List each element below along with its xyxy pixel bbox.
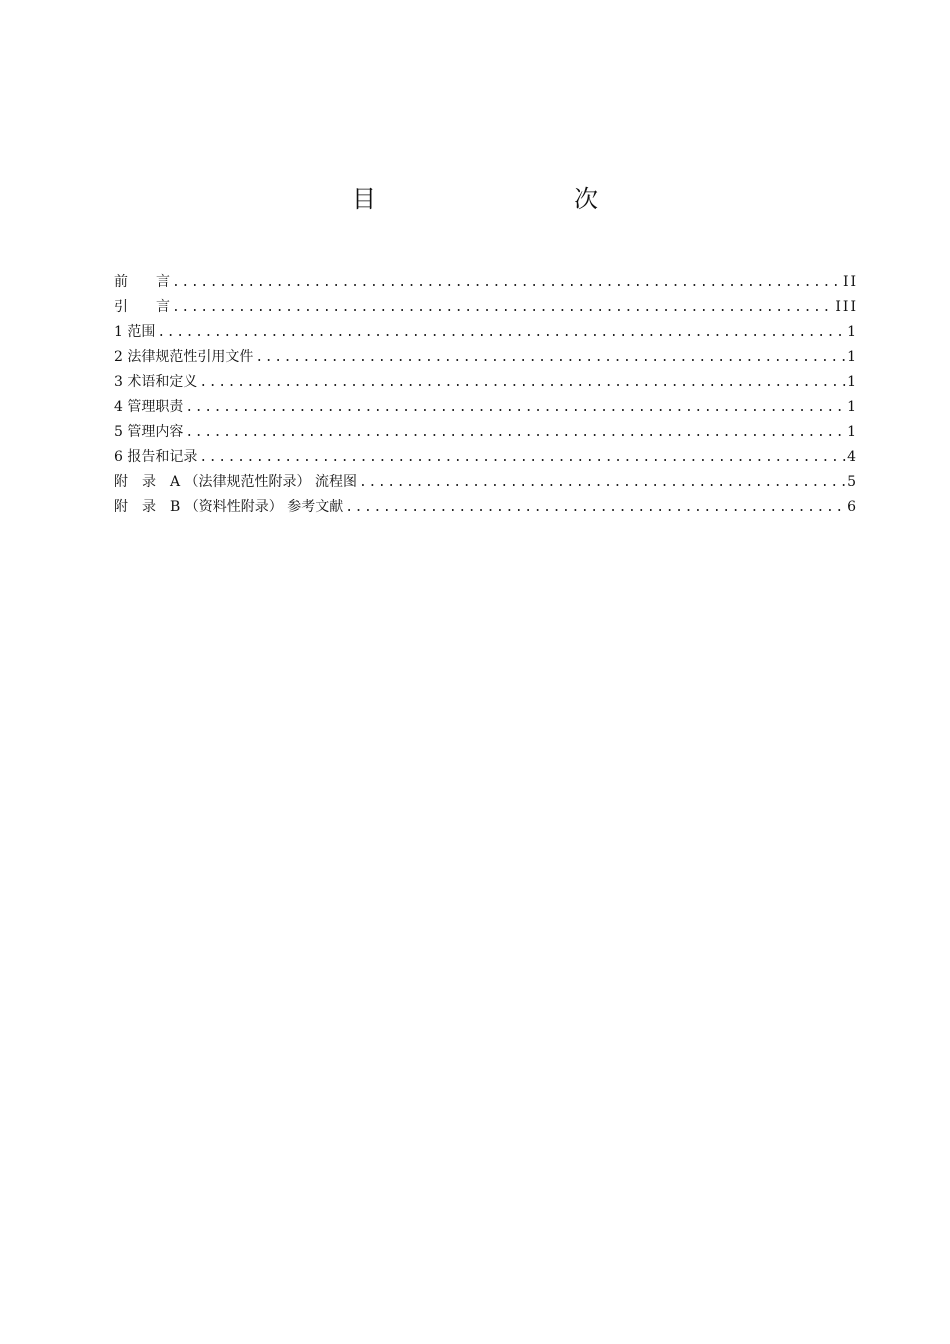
toc-entry-label: 5 管理内容 [114,424,184,440]
toc-entry-page-number: 5 [847,474,858,490]
toc-entry-page-number: 1 [847,424,858,440]
toc-entry-page-number: 1 [847,349,858,365]
toc-list [114,270,858,520]
toc-entry-label: 6 报告和记录 [114,449,198,465]
toc-entry-responsibilities[interactable] [114,395,858,420]
toc-entry-appendix-a[interactable] [114,470,858,495]
toc-entry-terms-definitions[interactable] [114,370,858,395]
toc-entry-foreword[interactable] [114,270,858,295]
toc-entry-label: 附 录 B （资料性附录） 参考文献 [114,499,344,515]
toc-entry-label: 3 术语和定义 [114,374,198,390]
dot-leader [170,270,843,295]
toc-title: 目 次 [352,185,648,213]
dot-leader [170,295,835,320]
toc-entry-page-number: 1 [847,399,858,415]
toc-entry-label: 引 言 [114,299,170,315]
toc-entry-normative-references[interactable] [114,345,858,370]
toc-entry-label: 前 言 [114,274,170,290]
toc-entry-page-number: III [835,299,858,315]
dot-leader [197,445,847,470]
toc-entry-scope[interactable] [114,320,858,345]
toc-entry-reports-records[interactable] [114,445,858,470]
toc-entry-page-number: 1 [847,324,858,340]
toc-entry-page-number: II [842,274,858,290]
dot-leader [253,345,847,370]
toc-entry-appendix-b[interactable] [114,495,858,520]
dot-leader [183,420,847,445]
toc-entry-page-number: 4 [847,449,858,465]
toc-entry-label: 4 管理职责 [114,399,184,415]
dot-leader [197,370,847,395]
toc-entry-label: 2 法律规范性引用文件 [114,349,254,365]
toc-entry-page-number: 1 [847,374,858,390]
dot-leader [155,320,847,345]
toc-entry-page-number: 6 [847,499,858,515]
dot-leader [343,495,847,520]
toc-entry-introduction[interactable] [114,295,858,320]
toc-entry-label: 1 范围 [114,324,156,340]
dot-leader [183,395,847,420]
dot-leader [357,470,847,495]
toc-entry-management-content[interactable] [114,420,858,445]
toc-entry-label: 附 录 A （法律规范性附录） 流程图 [114,474,358,490]
